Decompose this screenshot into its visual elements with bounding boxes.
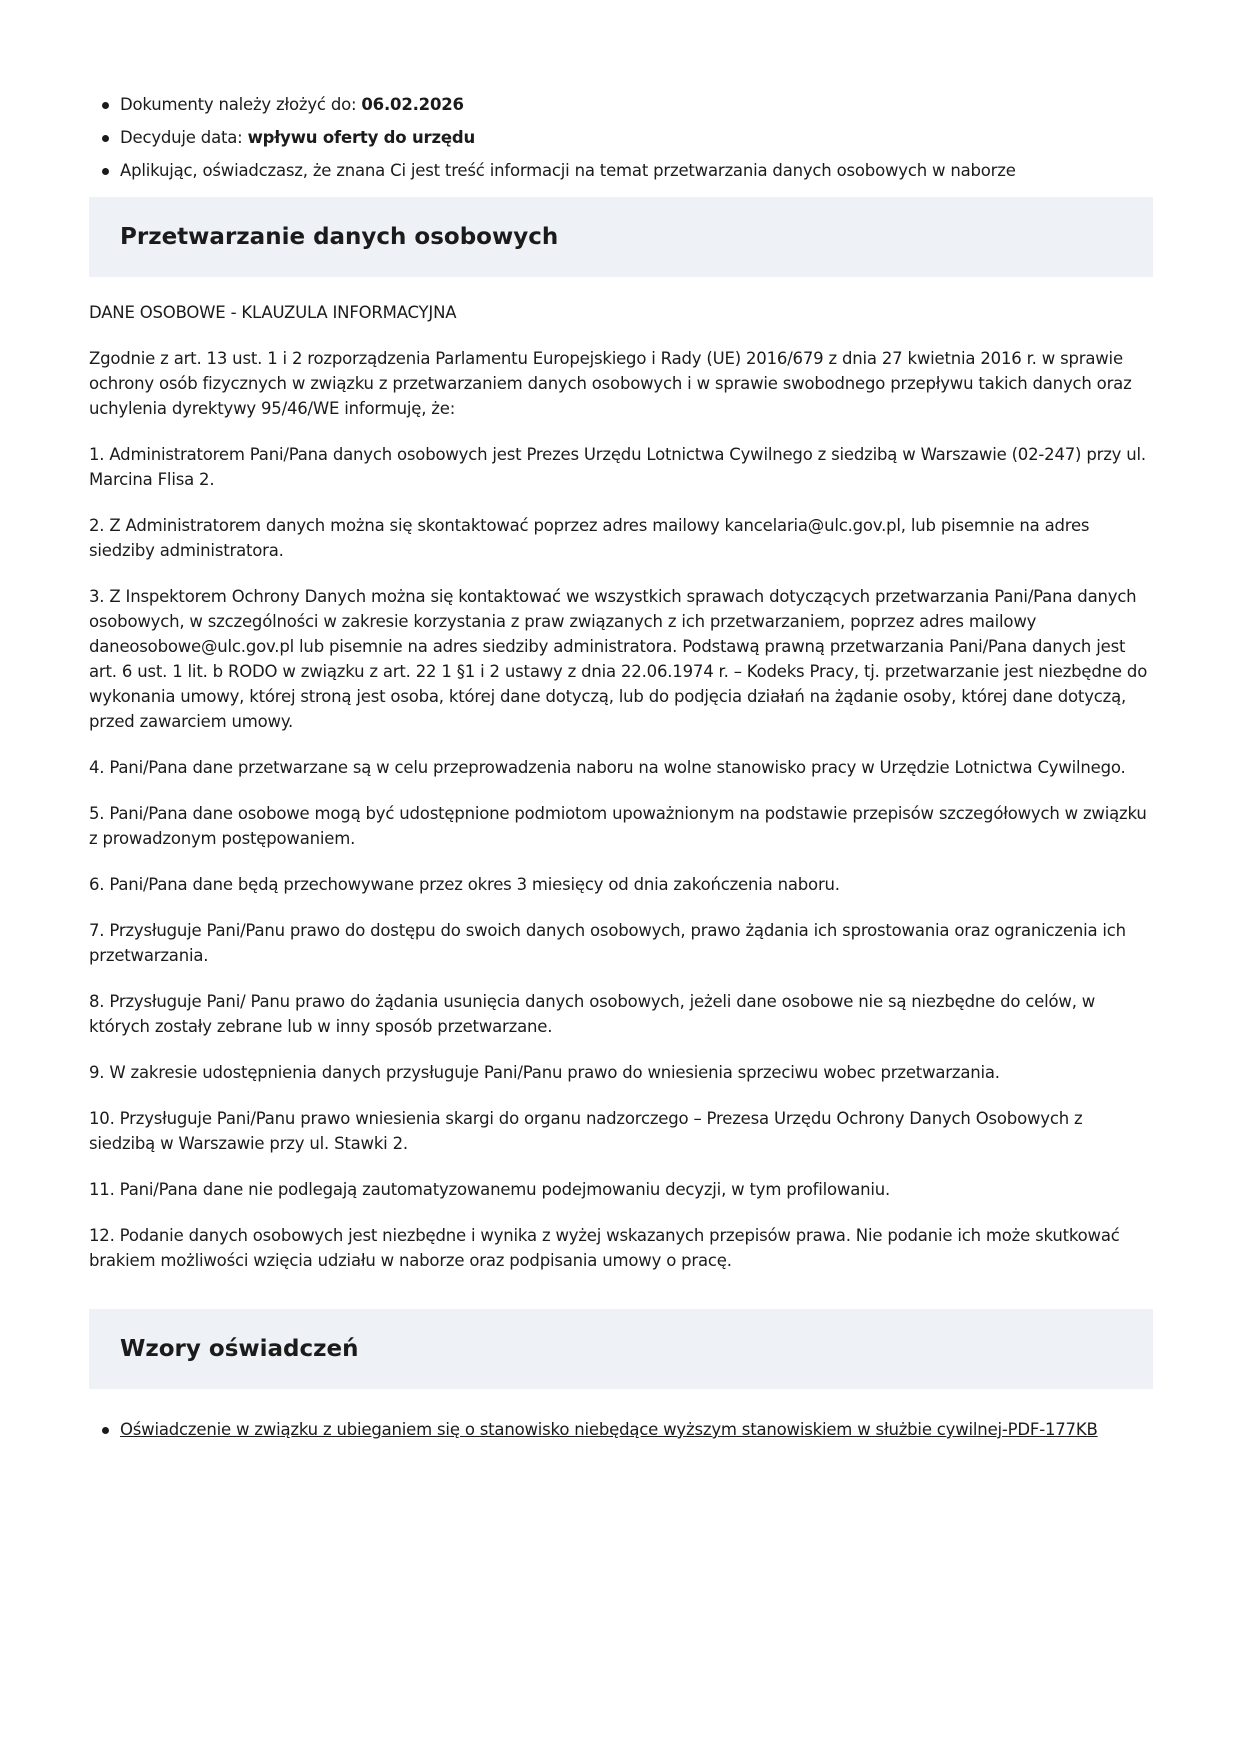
- section-title: Wzory oświadczeń: [120, 1336, 359, 1362]
- statement-pdf-link[interactable]: Oświadczenie w związku z ubieganiem się o stanowisko niebędące wyższym stanowiskiem w służbie cywilnej-PDF-177KB: [120, 1420, 1098, 1439]
- section-header-statement-templates: [89, 1309, 1153, 1389]
- clause-point-11: 11. Pani/Pana dane nie podlegają zautomatyzowanemu podejmowaniu decyzji, w tym profilowaniu.: [89, 1180, 891, 1199]
- clause-point-1: 1. Administratorem Pani/Pana danych osobowych jest Prezes Urzędu Lotnictwa Cywilnego z siedzibą w Warszawie (02-247) przy ul. Marcina Flisa 2.: [89, 445, 1146, 489]
- content: [89, 92, 1153, 1450]
- list-item-decisive-date: [89, 125, 1153, 150]
- clause-point-9: 9. W zakresie udostępnienia danych przysługuje Pani/Panu prawo do wniesienia sprzeciwu wobec przetwarzania.: [89, 1063, 1000, 1082]
- clause-point-6: 6. Pani/Pana dane będą przechowywane przez okres 3 miesięcy od dnia zakończenia naboru.: [89, 875, 840, 894]
- consent-text: Aplikując, oświadczasz, że znana Ci jest treść informacji na temat przetwarzania danych osobowych w naborze: [120, 161, 1016, 180]
- clause-point-3: 3. Z Inspektorem Ochrony Danych można się kontaktować we wszystkich sprawach dotyczących przetwarzania Pani/Pana danych osobowych, w szczególności w zakresie korzystania z praw związanych z ich przetwarzaniem, poprzez adres mailowy daneosobowe@ulc.gov.pl lub pisemnie na adres siedziby administratora. Podstawą prawną przetwarzania Pani/Pana danych jest art. 6 ust. 1 lit. b RODO w związku z art. 22 1 §1 i 2 ustawy z dnia 22.06.1974 r. – Kodeks Pracy, tj. przetwarzanie jest niezbędne do wykonania umowy, której stroną jest osoba, której dane dotyczą, lub do podjęcia działań na żądanie osoby, której dane dotyczą, przed zawarciem umowy.: [89, 587, 1148, 731]
- clause-intro: Zgodnie z art. 13 ust. 1 i 2 rozporządzenia Parlamentu Europejskiego i Rady (UE) 2016/679 z dnia 27 kwietnia 2016 r. w sprawie ochrony osób fizycznych w związku z przetwarzaniem danych osobowych i w sprawie swobodnego przepływu takich danych oraz uchylenia dyrektywy 95/46/WE informuję, że:: [89, 349, 1132, 418]
- section-header-data-processing: [89, 197, 1153, 277]
- clause-point-10: 10. Przysługuje Pani/Panu prawo wniesienia skargi do organu nadzorczego – Prezesa Urzędu Ochrony Danych Osobowych z siedzibą w Warszawie przy ul. Stawki 2.: [89, 1109, 1083, 1153]
- list-item-consent: [89, 158, 1153, 183]
- clause-point-5: 5. Pani/Pana dane osobowe mogą być udostępnione podmiotom upoważnionym na podstawie przepisów szczegółowych w związku z prowadzonym postępowaniem.: [89, 804, 1147, 848]
- clause-heading: DANE OSOBOWE - KLAUZULA INFORMACYJNA: [89, 303, 457, 322]
- decisive-date-label: Decyduje data:: [120, 128, 248, 147]
- deadline-label: Dokumenty należy złożyć do:: [120, 95, 362, 114]
- list-item-deadline: [89, 92, 1153, 117]
- section-title: Przetwarzanie danych osobowych: [120, 224, 559, 250]
- clause-point-12: 12. Podanie danych osobowych jest niezbędne i wynika z wyżej wskazanych przepisów prawa. Nie podanie ich może skutkować brakiem możliwości wzięcia udziału w naborze oraz podpisania umowy o pracę.: [89, 1226, 1120, 1270]
- clause-point-4: 4. Pani/Pana dane przetwarzane są w celu przeprowadzenia naboru na wolne stanowisko pracy w Urzędzie Lotnictwa Cywilnego.: [89, 758, 1126, 777]
- deadline-value: 06.02.2026: [361, 95, 464, 114]
- statement-templates-list: [89, 1417, 1153, 1442]
- application-info-list: [89, 92, 1153, 183]
- clause-point-8: 8. Przysługuje Pani/ Panu prawo do żądania usunięcia danych osobowych, jeżeli dane osobowe nie są niezbędne do celów, w których zostały zebrane lub w inny sposób przetwarzane.: [89, 992, 1096, 1036]
- data-processing-clause: [89, 300, 1153, 1273]
- decisive-date-value: wpływu oferty do urzędu: [247, 128, 476, 147]
- clause-point-7: 7. Przysługuje Pani/Panu prawo do dostępu do swoich danych osobowych, prawo żądania ich sprostowania oraz ograniczenia ich przetwarzania.: [89, 921, 1126, 965]
- list-item: [89, 1417, 1153, 1442]
- clause-point-2: 2. Z Administratorem danych można się skontaktować poprzez adres mailowy kancelaria@ulc.gov.pl, lub pisemnie na adres siedziby administratora.: [89, 516, 1090, 560]
